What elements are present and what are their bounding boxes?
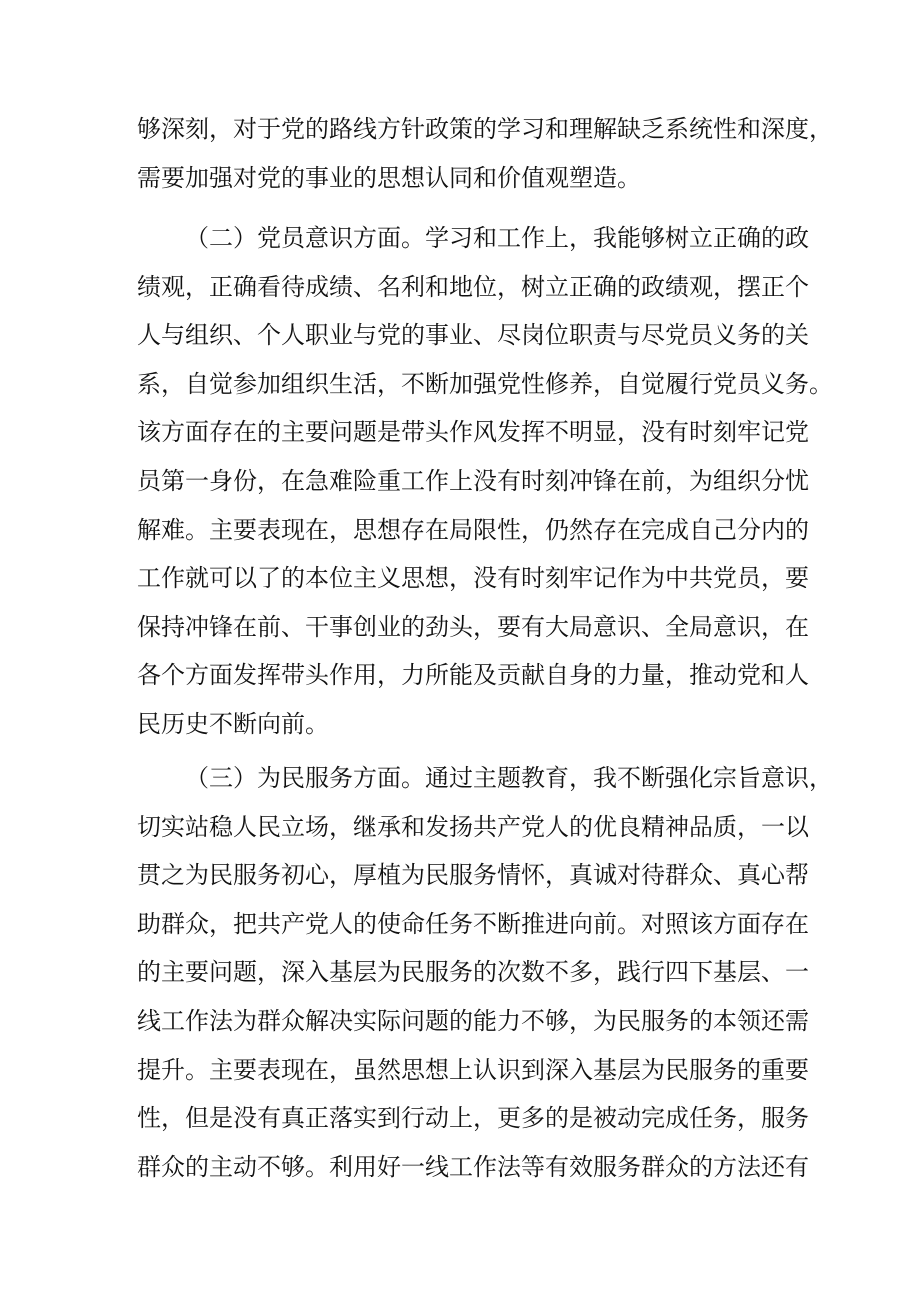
- intro-line: 需要加强对党的事业的思想认同和价值观塑造。: [137, 163, 641, 192]
- section3-line: 贯之为民服务初心，厚植为民服务情怀，真诚对待群众、真心帮: [137, 861, 809, 890]
- section3-heading-line: （三）为民服务方面。通过主题教育，我不断强化宗旨意识，: [185, 764, 833, 792]
- section2-line: 解难。主要表现在，思想存在局限性，仍然存在完成自己分内的: [137, 515, 809, 544]
- section3-line: 的主要问题，深入基层为民服务的次数不多，践行四下基层、一: [137, 958, 809, 987]
- section3-line: 助群众，把共产党人的使命任务不断推进向前。对照该方面存在: [137, 909, 809, 938]
- section2-line: 系，自觉参加组织生活，不断加强党性修养，自觉履行党员义务。: [137, 369, 833, 398]
- section2-heading-line: （二）党员意识方面。学习和工作上，我能够树立正确的政: [185, 224, 809, 252]
- section3-line: 群众的主动不够。利用好一线工作法等有效服务群众的方法还有: [137, 1152, 809, 1181]
- section3-line: 提升。主要表现在，虽然思想上认识到深入基层为民服务的重要: [137, 1055, 809, 1084]
- intro-paragraph: [137, 105, 833, 202]
- section3-line: 切实站稳人民立场，继承和发扬共产党人的优良精神品质，一以: [137, 812, 809, 841]
- section2-line: 工作就可以了的本位主义思想，没有时刻牢记作为中共党员，要: [137, 564, 809, 593]
- section-party-member-awareness: [137, 214, 833, 749]
- section2-line: 该方面存在的主要问题是带头作风发挥不明显，没有时刻牢记党: [137, 418, 809, 447]
- intro-line: 够深刻，对于党的路线方针政策的学习和理解缺乏系统性和深度，: [137, 115, 833, 143]
- section2-line: 民历史不断向前。: [137, 709, 329, 738]
- section2-line: 员第一身份，在急难险重工作上没有时刻冲锋在前，为组织分忧: [137, 466, 809, 495]
- section2-line: 绩观，正确看待成绩、名利和地位，树立正确的政绩观，摆正个: [137, 272, 809, 301]
- section2-line: 保持冲锋在前、干事创业的劲头，要有大局意识、全局意识，在: [137, 612, 809, 641]
- section-serving-the-people: [137, 754, 833, 1191]
- section3-line: 性，但是没有真正落实到行动上，更多的是被动完成任务，服务: [137, 1104, 809, 1133]
- section2-line: 各个方面发挥带头作用，力所能及贡献自身的力量，推动党和人: [137, 661, 809, 690]
- section2-line: 人与组织、个人职业与党的事业、尽岗位职责与尽党员义务的关: [137, 321, 809, 350]
- section3-line: 线工作法为群众解决实际问题的能力不够，为民服务的本领还需: [137, 1006, 809, 1035]
